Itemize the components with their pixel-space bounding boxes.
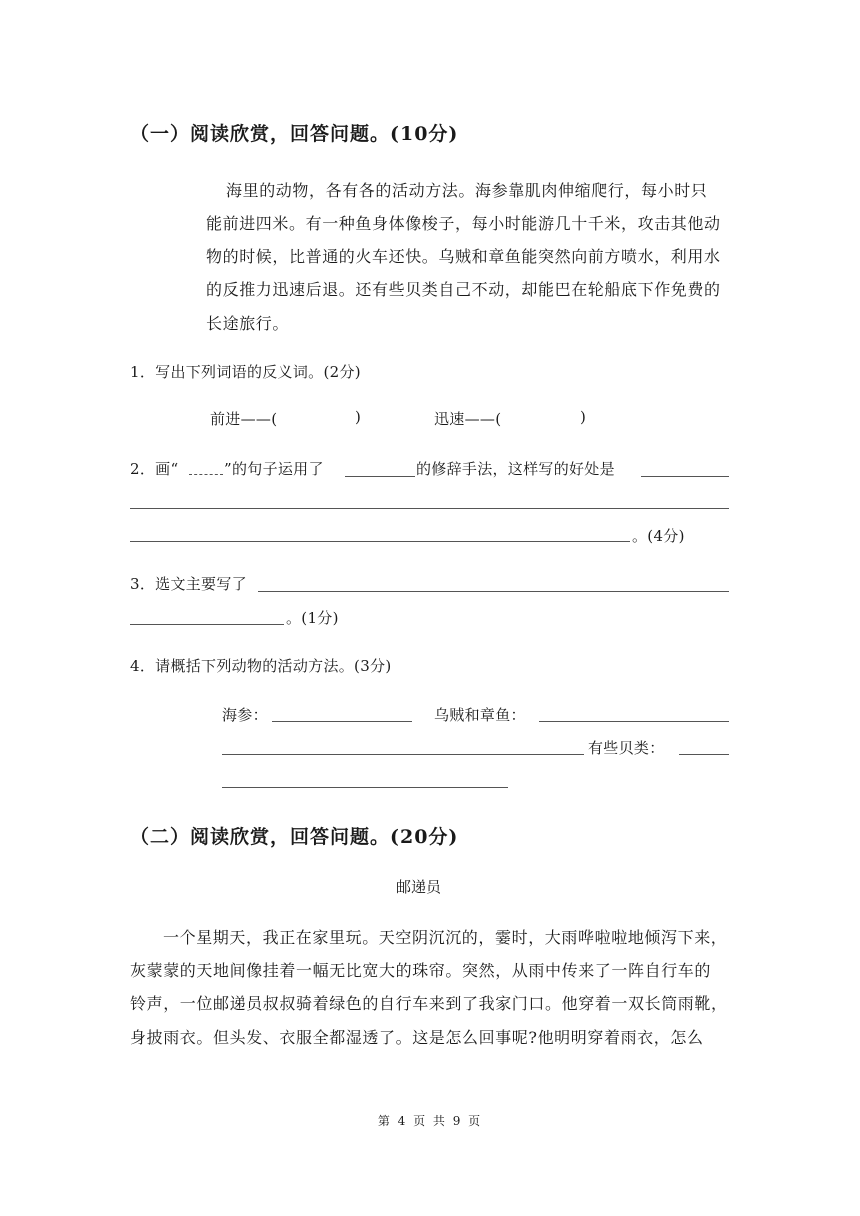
question-2-mark-close: ”的句子运用了 [224,460,324,478]
passage-line: 海里的动物，各有各的活动方法。海参靠肌肉伸缩爬行，每小时只 [226,181,708,200]
question-1: 1．写出下列词语的反义词。(2分) [130,363,361,381]
label-shellfish: 有些贝类： [588,739,665,757]
answer-blank[interactable] [345,476,415,477]
answer-line[interactable] [130,508,729,509]
section2-heading: （二）阅读欣赏，回答问题。(20分) [130,826,459,848]
answer-line[interactable] [539,721,729,722]
passage-line: 灰蒙蒙的天地间像挂着一幅无比宽大的珠帘。突然，从雨中传来了一阵自行车的 [130,961,712,980]
antonym-close-b: ) [580,408,587,426]
passage-line: 一个星期天，我正在家里玩。天空阴沉沉的，霎时，大雨哗啦啦地倾泻下来， [163,928,728,947]
question-2-prefix: 2．画“ [130,460,179,478]
answer-line[interactable] [222,787,508,788]
wavy-underline-sample [189,474,223,475]
page-number: 第 4 页 共 9 页 [377,1114,483,1128]
question-3-prefix: 3．选文主要写了 [130,575,247,593]
question-4: 4．请概括下列动物的活动方法。(3分) [130,657,392,675]
question-3-end: 。(1分) [286,609,339,627]
passage-line: 铃声，一位邮递员叔叔骑着绿色的自行车来到了我家门口。他穿着一双长筒雨靴， [130,994,728,1013]
answer-line[interactable] [130,541,630,542]
passage-line: 的反推力迅速后退。还有些贝类自己不动，却能巴在轮船底下作免费的 [206,280,721,299]
passage-line: 身披雨衣。但头发、衣服全都湿透了。这是怎么回事呢?他明明穿着雨衣，怎么 [130,1028,704,1047]
answer-blank[interactable] [641,476,729,477]
question-2-end: 。(4分) [632,527,685,545]
answer-line[interactable] [130,624,284,625]
question-2-middle: 的修辞手法，这样写的好处是 [416,460,615,478]
section1-heading: （一）阅读欣赏，回答问题。(10分) [130,123,459,145]
passage-line: 长途旅行。 [206,314,290,333]
answer-line[interactable] [272,721,412,722]
antonym-close-a: ) [355,408,362,426]
passage-line: 物的时候，比普通的火车还快。乌贼和章鱼能突然向前方喷水，利用水 [206,247,721,266]
answer-line[interactable] [679,754,729,755]
answer-line[interactable] [258,591,729,592]
antonym-prompt-a: 前进——( [210,410,278,428]
answer-line[interactable] [222,754,584,755]
label-sea-cucumber: 海参： [222,706,268,724]
antonym-prompt-b: 迅速——( [434,410,502,428]
passage-line: 能前进四米。有一种鱼身体像梭子，每小时能游几十千米，攻击其他动 [206,214,721,233]
story-title: 邮递员 [396,878,442,896]
label-squid-octopus: 乌贼和章鱼： [434,706,526,724]
